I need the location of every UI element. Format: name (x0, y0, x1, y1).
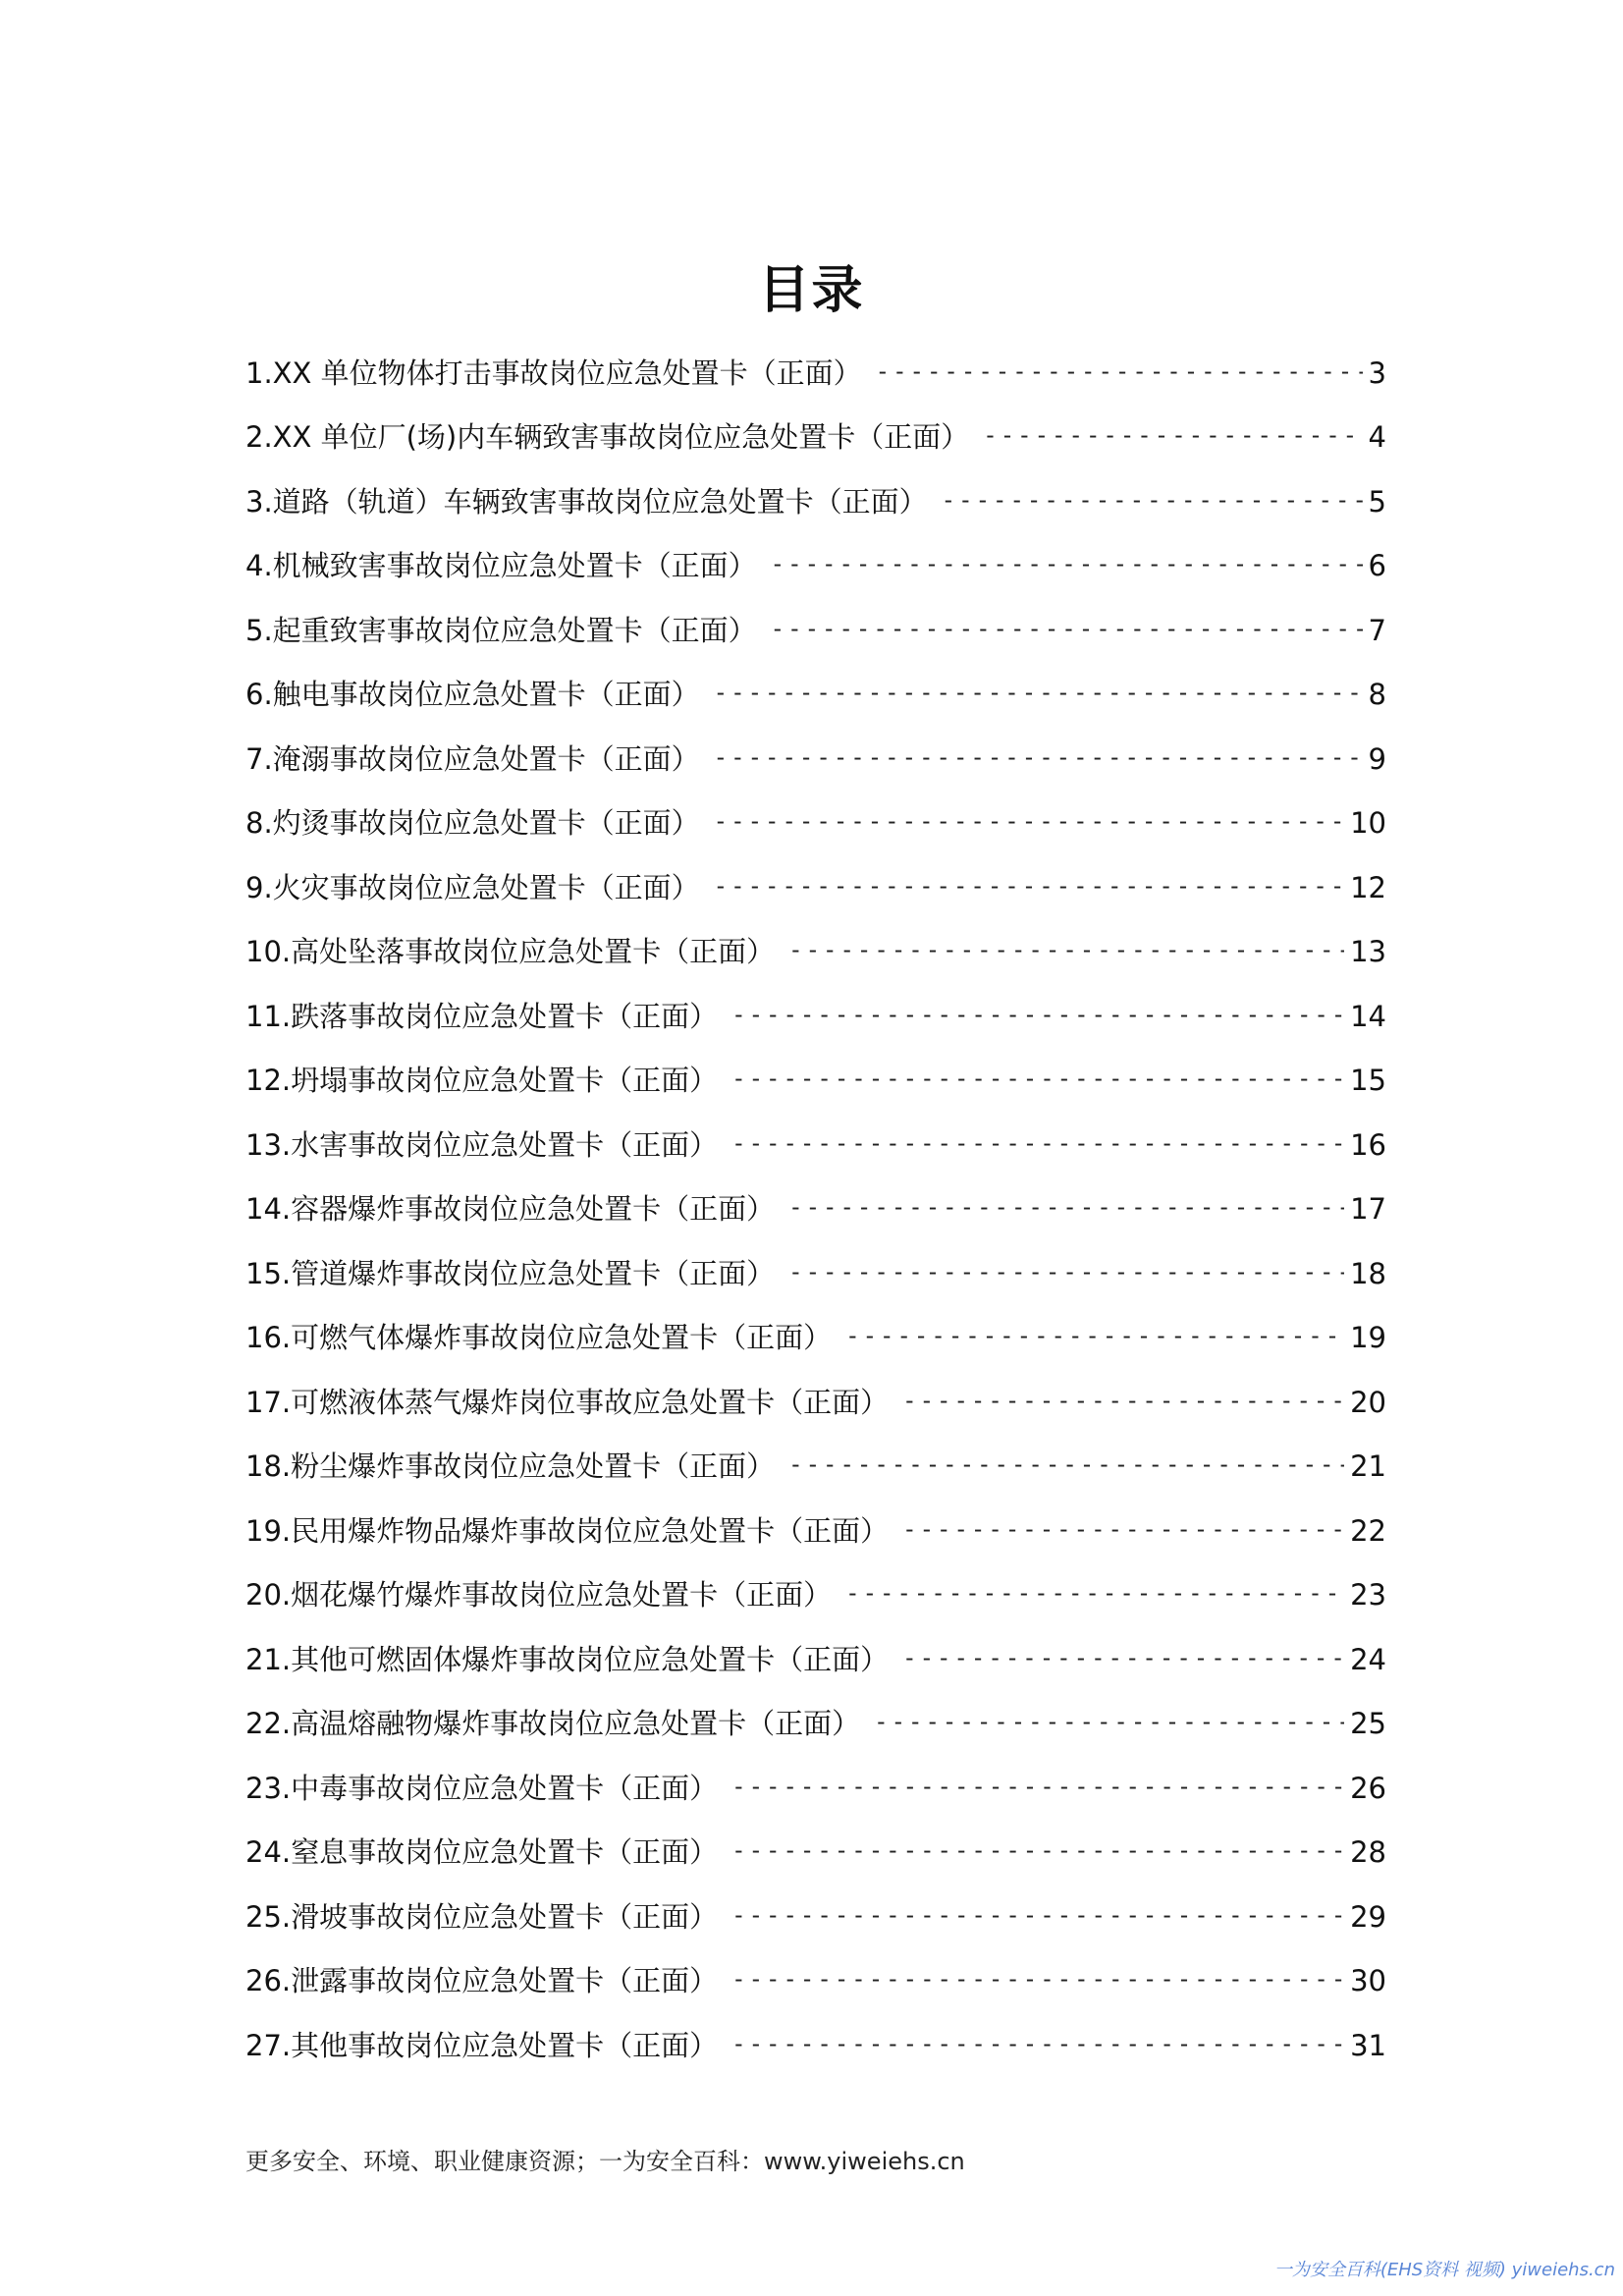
toc-entry[interactable] (245, 1113, 1386, 1177)
toc-entry[interactable] (245, 1563, 1386, 1628)
toc-entry-label: 24.窒息事故岗位应急处置卡（正面） (245, 1835, 719, 1870)
toc-entry-page: 15 (1350, 1064, 1386, 1098)
footer-resource-note: 更多安全、环境、职业健康资源；一为安全百科：www.yiweiehs.cn (245, 2148, 965, 2175)
toc-leader-dashes (731, 1767, 1344, 1806)
toc-entry-label: 13.水害事故岗位应急处置卡（正面） (245, 1127, 719, 1162)
toc-entry-page: 26 (1350, 1771, 1386, 1805)
toc-entry[interactable] (245, 598, 1386, 663)
toc-entry-label: 5.起重致害事故岗位应急处置卡（正面） (245, 613, 757, 647)
toc-entry[interactable] (245, 1821, 1386, 1886)
toc-leader-dashes (714, 866, 1344, 905)
toc-entry[interactable] (245, 1177, 1386, 1242)
toc-title: 目录 (758, 261, 865, 320)
toc-leader-dashes (731, 1831, 1344, 1870)
toc-entry-page: 28 (1350, 1835, 1386, 1870)
toc-leader-dashes (788, 1252, 1344, 1291)
toc-entry-label: 27.其他事故岗位应急处置卡（正面） (245, 2028, 719, 2062)
toc-entry-label: 20.烟花爆竹爆炸事故岗位应急处置卡（正面） (245, 1578, 833, 1613)
toc-entry[interactable] (245, 1049, 1386, 1114)
toc-entry-label: 19.民用爆炸物品爆炸事故岗位应急处置卡（正面） (245, 1513, 890, 1548)
toc-entry-page: 23 (1350, 1578, 1386, 1613)
toc-entry-page: 9 (1368, 741, 1386, 776)
toc-entry-page: 24 (1350, 1642, 1386, 1676)
toc-entry-page: 3 (1368, 355, 1386, 390)
toc-entry-page: 30 (1350, 1964, 1386, 1998)
toc-entry-page: 12 (1350, 870, 1386, 904)
toc-entry-label: 26.泄露事故岗位应急处置卡（正面） (245, 1964, 719, 1998)
toc-entry-page: 29 (1350, 1899, 1386, 1934)
toc-entry[interactable] (245, 1885, 1386, 1949)
toc-entry-page: 25 (1350, 1707, 1386, 1741)
toc-entry-page: 17 (1350, 1192, 1386, 1227)
toc-leader-dashes (876, 352, 1363, 391)
toc-entry-page: 22 (1350, 1513, 1386, 1548)
toc-leader-dashes (714, 673, 1363, 712)
toc-entry[interactable] (245, 855, 1386, 920)
toc-entry-label: 17.可燃液体蒸气爆炸岗位事故应急处置卡（正面） (245, 1385, 890, 1419)
toc-entry[interactable] (245, 469, 1386, 534)
toc-entry-label: 8.灼烫事故岗位应急处置卡（正面） (245, 806, 700, 841)
toc-leader-dashes (714, 738, 1363, 777)
toc-entry-label: 11.跌落事故岗位应急处置卡（正面） (245, 999, 719, 1033)
toc-leader-dashes (983, 415, 1362, 455)
toc-entry[interactable] (245, 727, 1386, 792)
toc-entry-label: 23.中毒事故岗位应急处置卡（正面） (245, 1771, 719, 1805)
toc-leader-dashes (731, 2024, 1344, 2063)
toc-entry-label: 18.粉尘爆炸事故岗位应急处置卡（正面） (245, 1449, 776, 1484)
toc-leader-dashes (731, 995, 1344, 1034)
toc-entry-page: 18 (1350, 1256, 1386, 1290)
toc-leader-dashes (874, 1702, 1344, 1741)
toc-entry[interactable] (245, 1949, 1386, 2014)
toc-entry[interactable] (245, 1435, 1386, 1500)
toc-entry[interactable] (245, 1692, 1386, 1757)
toc-entry-page: 16 (1350, 1127, 1386, 1162)
toc-entry-page: 20 (1350, 1385, 1386, 1419)
toc-leader-dashes (845, 1573, 1344, 1613)
toc-entry-label: 2.XX 单位厂(场)内车辆致害事故岗位应急处置卡（正面） (245, 420, 970, 455)
toc-entry-page: 21 (1350, 1449, 1386, 1484)
toc-list (245, 341, 1386, 2078)
toc-entry-page: 7 (1368, 613, 1386, 647)
toc-entry[interactable] (245, 920, 1386, 985)
toc-entry-label: 25.滑坡事故岗位应急处置卡（正面） (245, 1899, 719, 1934)
toc-entry-page: 4 (1368, 420, 1386, 455)
toc-entry[interactable] (245, 984, 1386, 1049)
toc-leader-dashes (731, 1123, 1344, 1163)
site-watermark: 一为安全百科(EHS资料 视频) yiweiehs.cn (1273, 2260, 1615, 2280)
toc-leader-dashes (902, 1381, 1344, 1420)
toc-entry-label: 21.其他可燃固体爆炸事故岗位应急处置卡（正面） (245, 1642, 890, 1676)
toc-leader-dashes (845, 1316, 1344, 1355)
toc-leader-dashes (731, 1059, 1344, 1098)
toc-entry-page: 5 (1368, 484, 1386, 519)
toc-entry-label: 4.机械致害事故岗位应急处置卡（正面） (245, 549, 757, 583)
toc-entry[interactable] (245, 406, 1386, 470)
toc-leader-dashes (771, 544, 1363, 583)
toc-leader-dashes (902, 1509, 1344, 1549)
toc-leader-dashes (942, 480, 1363, 519)
toc-entry-page: 6 (1368, 549, 1386, 583)
toc-entry-label: 7.淹溺事故岗位应急处置卡（正面） (245, 741, 700, 776)
toc-leader-dashes (788, 1187, 1344, 1227)
toc-entry[interactable] (245, 1370, 1386, 1435)
toc-entry-label: 12.坍塌事故岗位应急处置卡（正面） (245, 1064, 719, 1098)
toc-entry[interactable] (245, 1306, 1386, 1371)
toc-leader-dashes (788, 930, 1344, 969)
toc-entry[interactable] (245, 792, 1386, 856)
toc-entry-label: 15.管道爆炸事故岗位应急处置卡（正面） (245, 1256, 776, 1290)
toc-entry-page: 8 (1368, 678, 1386, 712)
toc-entry-label: 9.火灾事故岗位应急处置卡（正面） (245, 870, 700, 904)
toc-entry-page: 10 (1350, 806, 1386, 841)
toc-entry[interactable] (245, 663, 1386, 728)
toc-entry-page: 31 (1350, 2028, 1386, 2062)
toc-entry-label: 16.可燃气体爆炸事故岗位应急处置卡（正面） (245, 1321, 833, 1355)
toc-leader-dashes (714, 801, 1344, 841)
toc-entry-page: 14 (1350, 999, 1386, 1033)
toc-entry-page: 13 (1350, 935, 1386, 969)
toc-entry[interactable] (245, 1241, 1386, 1306)
toc-leader-dashes (771, 609, 1363, 648)
toc-entry-label: 6.触电事故岗位应急处置卡（正面） (245, 678, 700, 712)
toc-entry-label: 10.高处坠落事故岗位应急处置卡（正面） (245, 935, 776, 969)
toc-entry[interactable] (245, 1627, 1386, 1692)
toc-leader-dashes (731, 1895, 1344, 1935)
toc-leader-dashes (788, 1445, 1344, 1484)
toc-entry-label: 3.道路（轨道）车辆致害事故岗位应急处置卡（正面） (245, 484, 928, 519)
toc-leader-dashes (902, 1638, 1344, 1677)
toc-entry[interactable] (245, 534, 1386, 599)
toc-entry-page: 19 (1350, 1321, 1386, 1355)
toc-entry-label: 14.容器爆炸事故岗位应急处置卡（正面） (245, 1192, 776, 1227)
toc-entry[interactable] (245, 2013, 1386, 2078)
toc-leader-dashes (731, 1959, 1344, 1998)
toc-entry-label: 22.高温熔融物爆炸事故岗位应急处置卡（正面） (245, 1707, 861, 1741)
toc-entry[interactable] (245, 341, 1386, 406)
toc-entry[interactable] (245, 1499, 1386, 1563)
toc-entry-label: 1.XX 单位物体打击事故岗位应急处置卡（正面） (245, 355, 862, 390)
toc-entry[interactable] (245, 1756, 1386, 1821)
